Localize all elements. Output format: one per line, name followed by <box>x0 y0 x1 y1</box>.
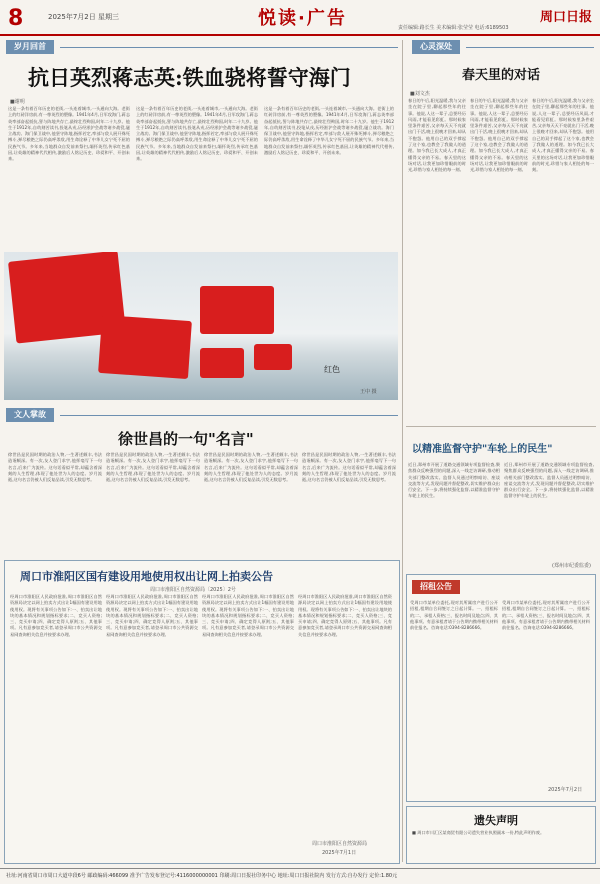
ad-rental-body-col2: 受周口市某单位委托,现对其所属房产进行公开招租,租期自合同签订之日起计算。一、招租标的;二、承租人资格;三、报名时间及地点;四、其他事项。有意承租者请于公告期内携带相关材料前往报名。咨询电话:0394-8286666。 <box>502 600 590 631</box>
ad-land-body-col2: 经周口市淮阳区人民政府批准,周口市淮阳区自然资源局决定以网上拍卖方式出让1幅国有建设用地使用权。现将有关事项公告如下:一、拍卖出让地块的基本情况和规划指标要求;二、竞买人资格;三、竞买申请;四、确定竞得人原则;五、其他事项。凡有意参加竞买者,请登录周口市公共资源交易网查询相关信息并按要求办理。 <box>106 594 198 637</box>
ad-lost-body: ■ 周口市川汇区某商贸有限公司遗失营业执照副本一份,特此声明作废。 <box>412 830 545 835</box>
headline-right-middle: 以精准监督守护"车轮上的民生" <box>412 444 553 455</box>
staff-line: 责任编辑:路长生 美术编辑:张莹莹 电话:6189503 <box>398 25 509 31</box>
photo-caption: 红色 <box>324 365 340 374</box>
byline-lead: ■谢明 <box>10 99 25 105</box>
issue-date: 2025年7月2日 星期三 <box>48 13 119 21</box>
photo-flags <box>4 252 398 400</box>
page-number: 8 <box>8 6 24 31</box>
middle-body-col2: 徐世昌是民国时期的政治人物,一生著述颇丰,书法造诣颇深。有一次,友人登门求字,他挥毫写下一句名言,后来广为流传。这句话看似平常,却蕴含着深刻的人生哲理,体现了他处世为人的态度。岁月流逝,这句名言仍被人们反复品读,引发无数思考。 <box>106 452 200 483</box>
byline-right-top: ■刘文杰 <box>410 91 430 97</box>
lead-body-col1: 这是一条有着百年历史的老街,一头连着城市,一头通向大海。老街上的红砖洋房前,有一尊英烈的塑像。1941年4月,日军攻海门,蒋志英率部奋起抵抗,誓与阵地共存亡,最终壮烈殉国,时年二十九岁。他生于1912年,自幼刻苦读书,投笔从戎,历经淞沪会战等诸多战役,屡立战功。海门保卫战中,他坚守阵地,指挥若定,率部与敌人展开殊死搏斗,弹尽粮绝之际仍高呼杀敌,用生命诠释了中华儿女宁死不屈的民族气节。多年来,当地群众自发前来祭扫,缅怀英烈,传承红色基因,让英雄的精神代代相传,激励后人铭记历史、珍爱和平、开创未来。 <box>8 106 130 162</box>
column-tag-heart: 心灵深处 <box>412 40 460 54</box>
right-top-body-col1: 春日的午后,阳光温暖,我与父亲坐在院子里,聊起那些年的往事。他说,人这一辈子,总要经历风雨,才能看见彩虹。那时候家里条件艰苦,父亲每天天不亮就出门干活,晚上很晚才回来,却从不抱怨。他用自己的双手撑起了这个家,也教会了我做人的道理。如今我已长大成人,才真正懂得父亲的不易。春天里的这场对话,让我更加珍惜眼前的时光,珍惜与家人相处的每一刻。 <box>408 98 466 173</box>
lead-body-col2: 这是一条有着百年历史的老街,一头连着城市,一头通向大海。老街上的红砖洋房前,有一尊英烈的塑像。1941年4月,日军攻海门,蒋志英率部奋起抵抗,誓与阵地共存亡,最终壮烈殉国,时年二十九岁。他生于1912年,自幼刻苦读书,投笔从戎,历经淞沪会战等诸多战役,屡立战功。海门保卫战中,他坚守阵地,指挥若定,率部与敌人展开殊死搏斗,弹尽粮绝之际仍高呼杀敌,用生命诠释了中华儿女宁死不屈的民族气节。多年来,当地群众自发前来祭扫,缅怀英烈,传承红色基因,让英雄的精神代代相传,激励后人铭记历史、珍爱和平、开创未来。 <box>136 106 258 162</box>
flag-small-1 <box>200 348 244 378</box>
section-title: 悦读·广告 <box>258 8 347 29</box>
newspaper-logo: 周口日报 <box>540 10 593 25</box>
middle-body-col1: 徐世昌是民国时期的政治人物,一生著述颇丰,书法造诣颇深。有一次,友人登门求字,他挥毫写下一句名言,后来广为流传。这句话看似平常,却蕴含着深刻的人生哲理,体现了他处世为人的态度。岁月流逝,这句名言仍被人们反复品读,引发无数思考。 <box>8 452 102 483</box>
middle-body-col4: 徐世昌是民国时期的政治人物,一生著述颇丰,书法造诣颇深。有一次,友人登门求字,他挥毫写下一句名言,后来广为流传。这句话看似平常,却蕴含着深刻的人生哲理,体现了他处世为人的态度。岁月流逝,这句名言仍被人们反复品读,引发无数思考。 <box>302 452 396 483</box>
lead-body-col3: 这是一条有着百年历史的老街,一头连着城市,一头通向大海。老街上的红砖洋房前,有一尊英烈的塑像。1941年4月,日军攻海门,蒋志英率部奋起抵抗,誓与阵地共存亡,最终壮烈殉国,时年二十九岁。他生于1912年,自幼刻苦读书,投笔从戎,历经淞沪会战等诸多战役,屡立战功。海门保卫战中,他坚守阵地,指挥若定,率部与敌人展开殊死搏斗,弹尽粮绝之际仍高呼杀敌,用生命诠释了中华儿女宁死不屈的民族气节。多年来,当地群众自发前来祭扫,缅怀英烈,传承红色基因,让英雄的精神代代相传,激励后人铭记历史、珍爱和平、开创未来。 <box>264 106 394 156</box>
right-top-body-col2: 春日的午后,阳光温暖,我与父亲坐在院子里,聊起那些年的往事。他说,人这一辈子,总要经历风雨,才能看见彩虹。那时候家里条件艰苦,父亲每天天不亮就出门干活,晚上很晚才回来,却从不抱怨。他用自己的双手撑起了这个家,也教会了我做人的道理。如今我已长大成人,才真正懂得父亲的不易。春天里的这场对话,让我更加珍惜眼前的时光,珍惜与家人相处的每一刻。 <box>470 98 528 173</box>
page-header <box>0 0 600 36</box>
tag-rule <box>60 47 398 48</box>
ad-lost-title: 遗失声明 <box>474 814 518 827</box>
right-middle-body-col1: 近日,郑州市开展了道路交通领域专项监督检查,聚焦群众反映强烈的问题,深入一线走访调研,推动相关部门整改落实。监督人员通过明察暗访、座谈交流等方式,发现问题并督促整改,切实维护群众出行安全。下一步,将持续强化监督,以精准监督守护车轮上的民生。 <box>408 462 500 499</box>
middle-body-col3: 徐世昌是民国时期的政治人物,一生著述颇丰,书法造诣颇深。有一次,友人登门求字,他挥毫写下一句名言,后来广为流传。这句话看似平常,却蕴含着深刻的人生哲理,体现了他处世为人的态度。岁月流逝,这句名言仍被人们反复品读,引发无数思考。 <box>204 452 298 483</box>
ad-land-org: 周口市淮阳区自然资源局 <box>312 841 368 847</box>
ad-land-title: 周口市淮阳区国有建设用地使用权出让网上拍卖公告 <box>20 570 273 583</box>
flag-center <box>200 286 274 334</box>
ad-land-body-col3: 经周口市淮阳区人民政府批准,周口市淮阳区自然资源局决定以网上拍卖方式出让1幅国有建设用地使用权。现将有关事项公告如下:一、拍卖出让地块的基本情况和规划指标要求;二、竞买人资格;三、竞买申请;四、确定竞得人原则;五、其他事项。凡有意参加竞买者,请登录周口市公共资源交易网查询相关信息并按要求办理。 <box>202 594 294 637</box>
ad-rental-body-col1: 受周口市某单位委托,现对其所属房产进行公开招租,租期自合同签订之日起计算。一、招租标的;二、承租人资格;三、报名时间及地点;四、其他事项。有意承租者请于公告期内携带相关材料前往报名。咨询电话:0394-8286666。 <box>410 600 498 631</box>
section-rule <box>406 426 596 427</box>
headline-right-top: 春天里的对话 <box>462 68 541 83</box>
ad-rental-title: 招租公告 <box>412 580 460 594</box>
ad-land-body-col1: 经周口市淮阳区人民政府批准,周口市淮阳区自然资源局决定以网上拍卖方式出让1幅国有建设用地使用权。现将有关事项公告如下:一、拍卖出让地块的基本情况和规划指标要求;二、竞买人资格;三、竞买申请;四、确定竞得人原则;五、其他事项。凡有意参加竞买者,请登录周口市公共资源交易网查询相关信息并按要求办理。 <box>10 594 102 637</box>
page-footer: 社址:河南省周口市周口大道中段6号 邮政编码:466099 准予广告发布登记号:4116000000001 印刷:周口日报社印务中心 地址:周口日报社院内 发行方式:自办发行 定价:1.80元 <box>0 868 600 884</box>
right-top-body-col3: 春日的午后,阳光温暖,我与父亲坐在院子里,聊起那些年的往事。他说,人这一辈子,总要经历风雨,才能看见彩虹。那时候家里条件艰苦,父亲每天天不亮就出门干活,晚上很晚才回来,却从不抱怨。他用自己的双手撑起了这个家,也教会了我做人的道理。如今我已长大成人,才真正懂得父亲的不易。春天里的这场对话,让我更加珍惜眼前的时光,珍惜与家人相处的每一刻。 <box>532 98 594 173</box>
photo-credit: 王中 摄 <box>360 389 377 395</box>
headline-lead: 抗日英烈蒋志英:铁血骁将誓守海门 <box>28 65 351 90</box>
column-divider <box>402 40 403 862</box>
ad-land-subtitle: 周口市淮阳区自然资源局〔2025〕2号 <box>150 587 236 593</box>
flag-small-2 <box>254 344 292 370</box>
tag-rule <box>60 415 398 416</box>
ad-land-body-col4: 经周口市淮阳区人民政府批准,周口市淮阳区自然资源局决定以网上拍卖方式出让1幅国有建设用地使用权。现将有关事项公告如下:一、拍卖出让地块的基本情况和规划指标要求;二、竞买人资格;三、竞买申请;四、确定竞得人原则;五、其他事项。凡有意参加竞买者,请登录周口市公共资源交易网查询相关信息并按要求办理。 <box>298 594 392 637</box>
right-middle-body-col2: 近日,郑州市开展了道路交通领域专项监督检查,聚焦群众反映强烈的问题,深入一线走访调研,推动相关部门整改落实。监督人员通过明察暗访、座谈交流等方式,发现问题并督促整改,切实维护群众出行安全。下一步,将持续强化监督,以精准监督守护车轮上的民生。 <box>504 462 594 499</box>
ad-rental-date: 2025年7月2日 <box>548 787 583 793</box>
tag-rule <box>466 47 594 48</box>
headline-middle: 徐世昌的一句"名言" <box>118 430 254 448</box>
column-tag-history: 岁月回首 <box>6 40 54 54</box>
column-tag-anecdote: 文人掌故 <box>6 408 54 422</box>
flag-mid <box>98 315 192 379</box>
right-middle-signature: (郑州市纪委监委) <box>552 563 591 569</box>
ad-land-date: 2025年7月1日 <box>322 850 357 856</box>
